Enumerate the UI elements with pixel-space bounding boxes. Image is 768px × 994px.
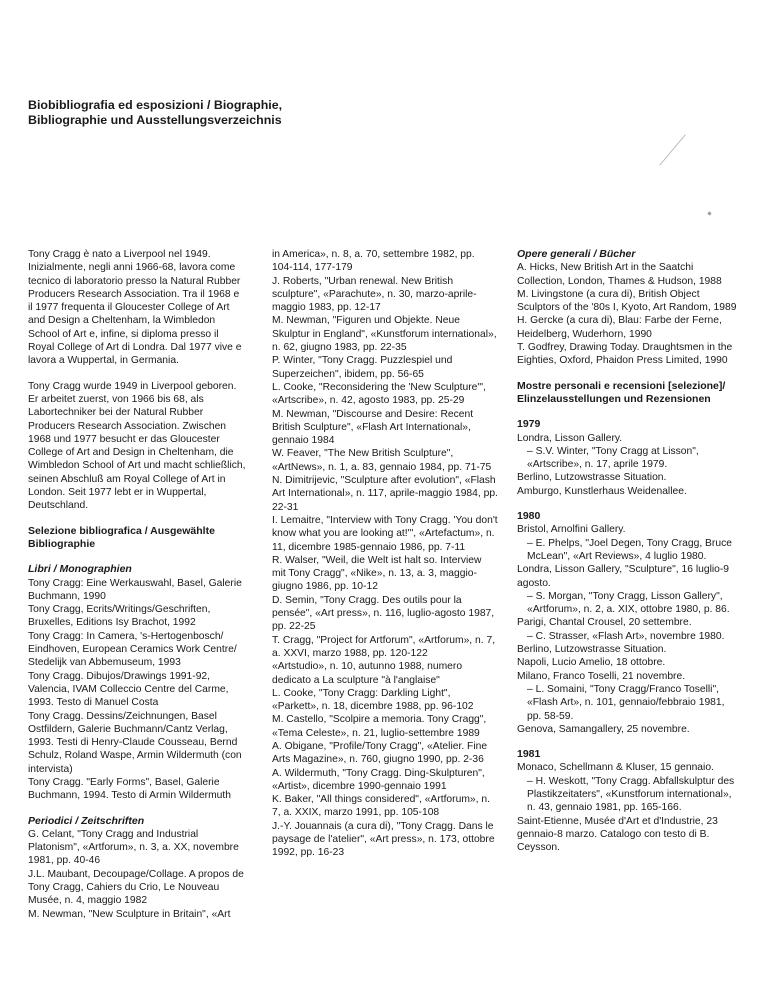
spacer [517,406,739,418]
spacer [517,736,739,748]
year-heading: 1981 [517,748,541,761]
text-entry: Londra, Lisson Gallery. [517,432,623,444]
text-entry: Berlino, Lutzowstrasse Situation. [517,472,667,484]
text-entry: I. Lemaitre, "Interview with Tony Cragg. 'You don't know what you are looking at!'", «Artefactum», n. 11, dicembre 1985-gennaio 1986, pp. 7-11 [272,514,498,553]
page-title [28,98,508,128]
text-entry: M. Newman, "New Sculpture in Britain", «Art [28,908,231,920]
text-entry: Tony Cragg. Dessins/Zeichnungen, Basel Ostfildern, Galerie Buchmann/Cantz Verlag, 1993. Testi di Henry-Claude Cousseau, Bernd Schulz, Roland Waspe, Armin Wildermuth (con intervista) [28,710,242,775]
text-entry: Tony Cragg. Dibujos/Drawings 1991-92, Valencia, IVAM Colleccio Centre del Carme, 1993. Testo di Manuel Costa [28,670,229,709]
column-2 [272,248,498,860]
section-heading: Selezione bibliografica / Ausgewählte Bibliographie [28,524,215,550]
text-entry: Bristol, Arnolfini Gallery. [517,524,626,536]
text-entry: – E. Phelps, "Joel Degen, Tony Cragg, Bruce McLean", «Art Reviews», 4 luglio 1980. [527,537,732,562]
title-line-2: Bibliographie und Ausstellungsverzeichnis [28,113,282,127]
spacer [28,803,246,815]
text-entry: «Artstudio», n. 10, autunno 1988, numero dedicato a La sculpture "à l'anglaise" [272,661,463,686]
spacer [28,551,246,563]
spacer [28,368,246,380]
text-entry: M. Newman, "Discourse and Desire: Recent British Sculpture", «Flash Art International», gennaio 1984 [272,408,474,447]
text-entry: Saint-Etienne, Musée d'Art et d'Industrie, 23 gennaio-8 marzo. Catalogo con testo di B. Ceysson. [517,815,718,854]
text-entry: Tony Cragg: Eine Werkauswahl, Basel, Galerie Buchmann, 1990 [28,577,242,602]
text-entry: – S.V. Winter, "Tony Cragg at Lisson", «Artscribe», n. 17, aprile 1979. [527,445,699,471]
text-entry: – H. Weskott, "Tony Cragg. Abfallskulptur des Plastikzeitaters", «Kunstforum international», n. 43, gennaio 1981, pp. 165-166. [527,775,735,814]
text-entry: Tony Cragg, Ecrits/Writings/Geschriften, Bruxelles, Editions Isy Brachot, 1992 [28,604,211,629]
text-entry: – S. Morgan, "Tony Cragg, Lisson Gallery", «Artforum», n. 2, a. XIX, ottobre 1980, p. 86. [527,590,730,616]
text-entry: A. Obigane, "Profile/Tony Cragg", «Atelier. Fine Arts Magazine», n. 760, giugno 1990, pp. 2-36 [272,740,488,766]
text-entry: Tony Cragg è nato a Liverpool nel 1949. Inizialmente, negli anni 1966-68, lavora come tecnico di laboratorio presso la Natural Rubber Producers Research Association. Tra il 1968 e il 1977 frequenta il Gloucester College of Art and Design a Cheltenham, la Wimbledon School of Art e, infine, si diploma presso il Royal College of Art di Londra. Dal 1977 vive e lavora a Wuppertal, in Germania. [28,249,242,367]
spacer [28,513,246,525]
column-3 [517,248,739,854]
spacer [517,368,739,380]
spacer [517,498,739,510]
text-entry: in America», n. 8, a. 70, settembre 1982, pp. 104-114, 177-179 [272,249,475,274]
year-heading: 1979 [517,418,541,431]
text-entry: R. Walser, "Weil, die Welt ist halt so. Interview mit Tony Cragg", «Nike», n. 13, a. 3, maggio-giugno 1986, pp. 10-12 [272,554,482,593]
text-entry: M. Castello, "Scolpire a memoria. Tony Cragg", «Tema Celeste», n. 21, luglio-settembre 1989 [272,714,487,739]
text-entry: Milano, Franco Toselli, 21 novembre. [517,670,686,682]
pencil-dot [707,211,711,215]
text-entry: Tony Cragg: In Camera, 's-Hertogenbosch/ Eindhoven, European Ceramics Work Centre/ Stedelijk van Abbemuseum, 1993 [28,630,237,669]
text-entry: Napoli, Lucio Amelio, 18 ottobre. [517,657,666,669]
text-entry: Tony Cragg. "Early Forms", Basel, Galerie Buchmann, 1994. Testo di Armin Wildermuth [28,776,231,802]
text-entry: – L. Somaini, "Tony Cragg/Franco Toselli", «Flash Art», n. 101, gennaio/febbraio 1981, pp. 58-59. [527,683,725,722]
text-entry: A. Hicks, New British Art in the Saatchi Collection, London, Thames & Hudson, 1988 [517,262,722,287]
title-line-1: Biobibliografia ed esposizioni / Biographie, [28,98,283,112]
section-heading: Opere generali / Bücher [517,248,636,260]
text-entry: Parigi, Chantal Crousel, 20 settembre. [517,617,692,629]
text-entry: Monaco, Schellmann & Kluser, 15 gennaio. [517,762,714,774]
text-entry: M. Livingstone (a cura di), British Object Sculptors of the '80s I, Kyoto, Art Random, 1989 [517,288,737,314]
text-entry: Berlino, Lutzowstrasse Situation. [517,644,667,656]
text-entry: J. Roberts, "Urban renewal. New British sculpture", «Parachute», n. 30, marzo-aprile-maggio 1983, pp. 12-17 [272,275,477,314]
section-heading: Libri / Monographien [28,563,132,576]
text-entry: D. Semin, "Tony Cragg. Des outils pour la pensée", «Art press», n. 116, luglio-agosto 1987, pp. 22-25 [272,594,495,633]
text-entry: A. Wildermuth, "Tony Cragg. Ding-Skulpturen", «Artist», dicembre 1990-gennaio 1991 [272,767,485,792]
text-entry: T. Godfrey, Drawing Today. Draughtsmen in the Eighties, Oxford, Phaidon Press Limited, 1990 [517,342,733,367]
column-1 [28,248,246,921]
text-entry: L. Cooke, "Reconsidering the 'New Sculpture'", «Artscribe», n. 42, agosto 1983, pp. 25-29 [272,381,486,407]
text-entry: Londra, Lisson Gallery, "Sculpture", 16 luglio-9 agosto. [517,564,730,589]
text-entry: – C. Strasser, «Flash Art», novembre 1980. [527,630,725,642]
pencil-mark [659,134,685,165]
text-entry: L. Cooke, "Tony Cragg: Darkling Light", «Parkett», n. 18, dicembre 1988, pp. 96-102 [272,687,474,713]
text-entry: W. Feaver, "The New British Sculpture", «ArtNews», n. 1, a. 83, gennaio 1984, pp. 71-75 [272,448,492,473]
text-entry: K. Baker, "All things considered", «Artforum», n. 7, a. XXIX, marzo 1991, pp. 105-108 [272,794,490,819]
text-entry: M. Newman, "Figuren und Objekte. Neue Skulptur in England", «Kunstforum international», n. 62, giugno 1983, pp. 22-35 [272,315,497,354]
text-entry: J.L. Maubant, Decoupage/Collage. A propos de Tony Cragg, Cahiers du Crio, Le Nouveau Musée, n. 4, maggio 1982 [28,868,244,907]
text-entry: H. Gercke (a cura di), Blau: Farbe der Ferne, Heidelberg, Wuderhorn, 1990 [517,315,722,340]
text-entry: Amburgo, Kunstlerhaus Weidenallee. [517,485,687,497]
text-entry: G. Celant, "Tony Cragg and Industrial Platonism", «Artforum», n. 3, a. XX, novembre 1981, pp. 40-46 [28,828,239,867]
text-entry: T. Cragg, "Project for Artforum", «Artforum», n. 7, a. XXVI, marzo 1988, pp. 120-122 [272,634,496,659]
section-heading: Mostre personali e recensioni [selezione]/ Elinzelausstellungen und Rezensionen [517,379,726,405]
text-entry: P. Winter, "Tony Cragg. Puzzlespiel und Superzeichen", ibidem, pp. 56-65 [272,355,453,380]
year-heading: 1980 [517,510,541,523]
text-entry: N. Dimitrijevic, "Sculpture after evolution", «Flash Art International», n. 117, aprile-maggio 1984, pp. 22-31 [272,475,498,513]
text-entry: J.-Y. Jouannais (a cura di), "Tony Cragg. Dans le paysage de l'atelier", «Art press», n. 173, ottobre 1992, pp. 16-23 [272,820,495,859]
text-entry: Tony Cragg wurde 1949 in Liverpool geboren. Er arbeitet zuerst, von 1966 bis 68, als Labortechniker bei der Natural Rubber Producers Research Association. Zwischen 1968 und 1977 besucht er das Gloucester College of Art and Design in Cheltenham, die Wimbledon School of Art und macht schließlich, seinen Abschluß am Royal College of Art in London. Seit 1977 lebt er in Wuppertal, Deutschland. [28,380,246,512]
text-entry: Genova, Samangallery, 25 novembre. [517,723,690,735]
section-heading: Periodici / Zeitschriften [28,814,145,827]
